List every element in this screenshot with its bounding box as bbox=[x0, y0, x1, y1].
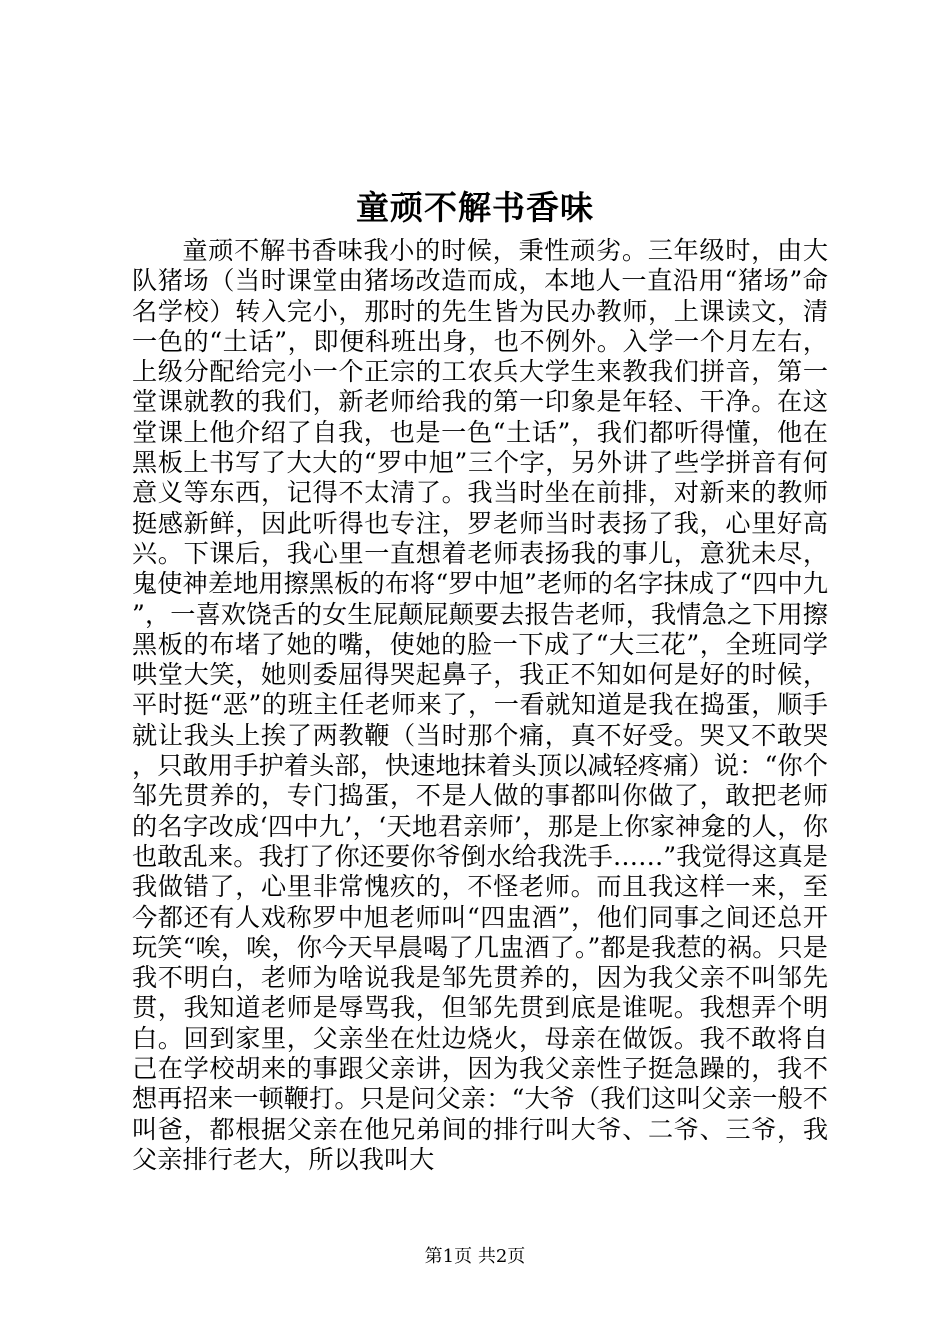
document-title: 童顽不解书香味 bbox=[356, 188, 594, 227]
page-footer: 第1页 共2页 bbox=[424, 1246, 526, 1267]
body-paragraph: 童顽不解书香味我小的时候，秉性顽劣。三年级时，由大队猪场（当时课堂由猪场改造而成，本地人一直沿用“猪场”命名学校）转入完小，那时的先生皆为民办教师，上课读文，清一色的“土话”，即便科班出身，也不例外。入学一个月左右，上级分配给完小一个正宗的工农兵大学生来教我们拼音，第一堂课就教的我们，新老师给我的第一印象是年轻、干净。在这堂课上他介绍了自我，也是一色“土话”，我们都听得懂，他在黑板上书写了大大的“罗中旭”三个字，另外讲了些学拼音有何意义等东西，记得不太清了。我当时坐在前排，对新来的教师挺感新鲜，因此听得也专注，罗老师当时表扬了我，心里好高兴。下课后，我心里一直想着老师表扬我的事儿，意犹未尽，鬼使神差地用擦黑板的布将“罗中旭”老师的名字抹成了“四中九”，一喜欢饶舌的女生屁颠屁颠要去报告老师，我情急之下用擦黑板的布堵了她的嘴，使她的脸一下成了“大三花”，全班同学哄堂大笑，她则委屈得哭起鼻子，我正不知如何是好的时候，平时挺“恶”的班主任老师来了，一看就知道是我在捣蛋，顺手就让我头上挨了两教鞭（当时那个痛，真不好受。哭又不敢哭，只敢用手护着头部，快速地抹着头顶以减轻疼痛）说：“你个邹先贯养的，专门捣蛋，不是人做的事都叫你做了，敢把老师的名字改成‘四中九’，‘天地君亲师’，那是上你家神龛的人，你也敢乱来。我打了你还要你爷倒水给我洗手……”我觉得这真是我做错了，心里非常愧疚的，不怪老师。而且我这样一来，至今都还有人戏称罗中旭老师叫“四盅酒”，他们同事之间还总开玩笑“唉，唉，你今天早晨喝了几盅酒了。”都是我惹的祸。只是我不明白，老师为啥说我是邹先贯养的，因为我父亲不叫邹先贯，我知道老师是辱骂我，但邹先贯到底是谁呢。我想弄个明白。回到家里，父亲坐在灶边烧火，母亲在做饭。我不敢将自己在学校胡来的事跟父亲讲，因为我父亲性子挺急躁的，我不想再招来一顿鞭打。只是问父亲：“大爷（我们这叫父亲一般不叫爸，都根据父亲在他兄弟间的排行叫大爷、二爷、三爷，我父亲排行老大，所以我叫大 bbox=[132, 236, 828, 1174]
